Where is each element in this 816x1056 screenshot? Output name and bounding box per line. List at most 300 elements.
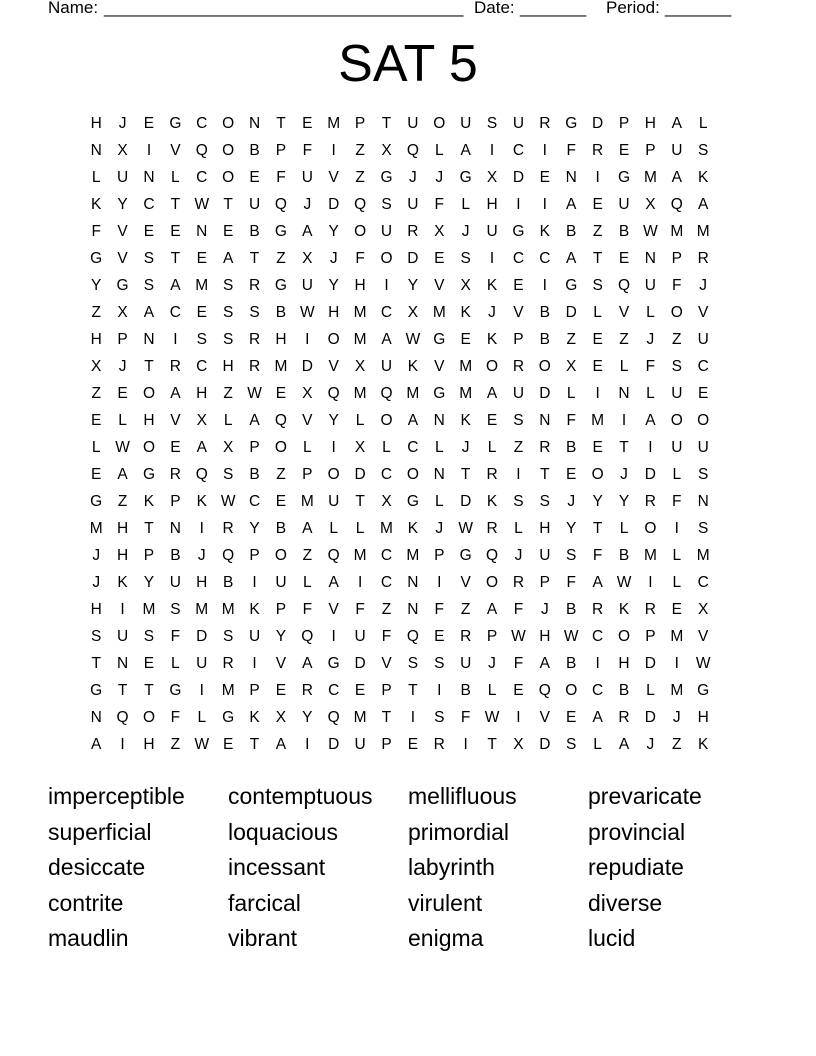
grid-letter[interactable]: N (116, 655, 129, 672)
grid-letter[interactable]: A (170, 277, 181, 294)
grid-letter[interactable]: L (171, 169, 180, 186)
grid-letter[interactable]: Z (302, 547, 313, 564)
grid-letter[interactable]: T (249, 736, 260, 753)
name-field[interactable]: ______________________________________ (104, 0, 464, 17)
grid-letter[interactable]: F (302, 601, 313, 618)
grid-letter[interactable]: S (539, 493, 550, 510)
grid-letter[interactable]: E (460, 331, 471, 348)
grid-letter[interactable]: X (407, 304, 419, 321)
grid-letter[interactable]: D (196, 628, 208, 645)
grid-letter[interactable]: R (248, 331, 261, 348)
grid-letter[interactable]: E (592, 358, 603, 375)
grid-letter[interactable]: L (646, 304, 655, 321)
grid-letter[interactable]: I (146, 142, 152, 159)
grid-letter[interactable]: I (674, 520, 679, 537)
grid-letter[interactable]: M (670, 223, 684, 240)
grid-letter[interactable]: E (170, 223, 181, 240)
grid-letter[interactable]: T (355, 493, 365, 510)
grid-letter[interactable]: U (275, 574, 287, 591)
grid-letter[interactable]: M (696, 547, 710, 564)
grid-letter[interactable]: G (459, 169, 472, 186)
grid-letter[interactable]: E (249, 169, 260, 186)
grid-letter[interactable]: T (619, 439, 629, 456)
grid-letter[interactable]: X (117, 142, 128, 159)
grid-letter[interactable]: L (303, 574, 312, 591)
grid-letter[interactable]: I (252, 655, 257, 672)
grid-letter[interactable]: P (275, 142, 287, 159)
grid-letter[interactable]: Q (195, 466, 208, 483)
grid-letter[interactable]: O (142, 439, 155, 456)
grid-letter[interactable]: S (460, 250, 471, 267)
grid-letter[interactable]: I (595, 169, 600, 186)
grid-letter[interactable]: F (566, 142, 576, 159)
grid-letter[interactable]: C (380, 466, 393, 483)
grid-letter[interactable]: R (222, 655, 234, 672)
grid-letter[interactable]: B (222, 574, 234, 591)
grid-letter[interactable]: N (90, 142, 102, 159)
grid-letter[interactable]: B (618, 547, 630, 564)
grid-letter[interactable]: V (434, 277, 445, 294)
grid-letter[interactable]: V (275, 655, 287, 672)
grid-letter[interactable]: B (618, 223, 630, 240)
grid-letter[interactable]: M (353, 304, 367, 321)
grid-letter[interactable]: F (170, 628, 181, 645)
grid-letter[interactable]: P (434, 547, 445, 564)
grid-letter[interactable]: T (144, 358, 154, 375)
grid-letter[interactable]: M (591, 412, 605, 429)
grid-letter[interactable]: I (305, 331, 310, 348)
grid-letter[interactable]: L (593, 304, 602, 321)
grid-letter[interactable]: S (222, 331, 234, 348)
grid-letter[interactable]: J (672, 709, 681, 726)
grid-letter[interactable]: C (380, 304, 393, 321)
grid-letter[interactable]: N (407, 574, 419, 591)
grid-letter[interactable]: T (381, 709, 392, 726)
grid-letter[interactable]: K (698, 169, 709, 186)
grid-letter[interactable]: H (116, 520, 129, 537)
grid-letter[interactable]: G (380, 169, 393, 186)
grid-letter[interactable]: Y (328, 412, 339, 429)
grid-letter[interactable]: M (221, 601, 235, 618)
grid-letter[interactable]: O (565, 682, 578, 699)
grid-letter[interactable]: T (170, 196, 181, 213)
grid-letter[interactable]: V (513, 304, 524, 321)
grid-letter[interactable]: S (434, 709, 445, 726)
grid-letter[interactable]: O (142, 385, 155, 402)
grid-letter[interactable]: S (671, 358, 682, 375)
grid-letter[interactable]: R (248, 358, 261, 375)
grid-letter[interactable]: K (486, 331, 498, 348)
grid-letter[interactable]: K (698, 736, 709, 753)
grid-letter[interactable]: L (593, 736, 602, 753)
grid-letter[interactable]: L (434, 142, 444, 159)
grid-letter[interactable]: P (381, 682, 392, 699)
grid-letter[interactable]: L (698, 115, 708, 132)
grid-letter[interactable]: U (380, 358, 393, 375)
grid-letter[interactable]: D (565, 304, 577, 321)
grid-letter[interactable]: X (513, 736, 524, 753)
grid-letter[interactable]: D (539, 385, 551, 402)
grid-letter[interactable]: X (381, 142, 392, 159)
grid-letter[interactable]: S (698, 466, 709, 483)
grid-letter[interactable]: A (143, 304, 155, 321)
grid-letter[interactable]: Q (406, 142, 419, 159)
grid-letter[interactable]: S (196, 331, 207, 348)
grid-letter[interactable]: W (194, 736, 210, 753)
grid-letter[interactable]: Y (328, 277, 339, 294)
grid-letter[interactable]: Q (274, 412, 287, 429)
grid-letter[interactable]: U (512, 115, 525, 132)
grid-letter[interactable]: S (170, 601, 181, 618)
grid-letter[interactable]: N (433, 412, 445, 429)
grid-letter[interactable]: Q (195, 142, 208, 159)
grid-letter[interactable]: I (595, 655, 600, 672)
grid-letter[interactable]: Q (380, 385, 393, 402)
grid-letter[interactable]: L (619, 520, 629, 537)
grid-letter[interactable]: U (671, 142, 683, 159)
grid-letter[interactable]: E (618, 250, 630, 267)
grid-letter[interactable]: B (566, 601, 577, 618)
grid-letter[interactable]: I (489, 142, 495, 159)
grid-letter[interactable]: A (671, 169, 682, 186)
grid-letter[interactable]: U (407, 115, 419, 132)
grid-letter[interactable]: G (222, 709, 235, 726)
grid-letter[interactable]: J (92, 547, 101, 564)
grid-letter[interactable]: M (353, 547, 367, 564)
grid-letter[interactable]: F (513, 655, 524, 672)
grid-letter[interactable]: R (644, 601, 656, 618)
grid-letter[interactable]: H (618, 655, 630, 672)
grid-letter[interactable]: G (169, 682, 182, 699)
grid-letter[interactable]: D (354, 466, 366, 483)
grid-letter[interactable]: M (353, 331, 367, 348)
grid-letter[interactable]: B (566, 655, 577, 672)
grid-letter[interactable]: Z (592, 223, 603, 240)
grid-letter[interactable]: R (169, 466, 181, 483)
grid-letter[interactable]: T (592, 250, 603, 267)
grid-letter[interactable]: N (248, 115, 261, 132)
grid-letter[interactable]: B (539, 331, 550, 348)
grid-letter[interactable]: V (302, 412, 313, 429)
grid-letter[interactable]: W (247, 385, 262, 402)
grid-letter[interactable]: G (274, 223, 287, 240)
grid-letter[interactable]: U (644, 277, 656, 294)
grid-letter[interactable]: R (301, 682, 313, 699)
grid-letter[interactable]: E (222, 736, 234, 753)
grid-letter[interactable]: L (434, 493, 444, 510)
grid-letter[interactable]: H (354, 277, 366, 294)
grid-letter[interactable]: G (433, 331, 446, 348)
grid-letter[interactable]: A (302, 655, 313, 672)
grid-letter[interactable]: X (381, 493, 392, 510)
grid-letter[interactable]: K (486, 493, 498, 510)
grid-letter[interactable]: H (697, 709, 709, 726)
grid-letter[interactable]: O (380, 412, 393, 429)
grid-letter[interactable]: A (671, 115, 682, 132)
grid-letter[interactable]: V (698, 304, 709, 321)
grid-letter[interactable]: E (143, 655, 155, 672)
grid-letter[interactable]: X (222, 439, 234, 456)
grid-letter[interactable]: Z (672, 736, 682, 753)
grid-letter[interactable]: L (171, 655, 180, 672)
grid-letter[interactable]: L (118, 412, 127, 429)
grid-letter[interactable]: R (222, 520, 234, 537)
grid-letter[interactable]: P (275, 601, 287, 618)
grid-letter[interactable]: G (90, 250, 103, 267)
grid-letter[interactable]: Y (328, 223, 339, 240)
grid-letter[interactable]: U (380, 223, 393, 240)
grid-letter[interactable]: E (698, 385, 709, 402)
date-field[interactable]: _______ (520, 0, 587, 17)
grid-letter[interactable]: E (566, 709, 577, 726)
grid-letter[interactable]: E (618, 142, 630, 159)
grid-letter[interactable]: Y (302, 709, 313, 726)
grid-letter[interactable]: I (331, 142, 336, 159)
grid-letter[interactable]: O (222, 142, 235, 159)
grid-letter[interactable]: T (249, 250, 260, 267)
grid-letter[interactable]: I (542, 277, 547, 294)
grid-letter[interactable]: L (514, 520, 523, 537)
grid-letter[interactable]: V (698, 628, 709, 645)
grid-letter[interactable]: S (698, 520, 709, 537)
grid-letter[interactable]: I (648, 439, 653, 456)
grid-letter[interactable]: B (249, 223, 260, 240)
grid-letter[interactable]: A (486, 601, 498, 618)
grid-letter[interactable]: T (276, 115, 286, 132)
grid-letter[interactable]: U (301, 277, 313, 294)
grid-letter[interactable]: Z (513, 439, 524, 456)
grid-letter[interactable]: J (514, 547, 523, 564)
grid-letter[interactable]: C (697, 358, 709, 375)
grid-letter[interactable]: U (169, 574, 181, 591)
grid-letter[interactable]: G (169, 115, 182, 132)
grid-letter[interactable]: K (460, 304, 471, 321)
grid-letter[interactable]: I (489, 250, 495, 267)
grid-letter[interactable]: M (643, 547, 657, 564)
grid-letter[interactable]: P (539, 574, 550, 591)
grid-letter[interactable]: O (591, 466, 604, 483)
grid-letter[interactable]: E (222, 223, 234, 240)
grid-letter[interactable]: F (355, 250, 365, 267)
grid-letter[interactable]: I (463, 736, 468, 753)
grid-letter[interactable]: I (252, 574, 257, 591)
grid-letter[interactable]: M (353, 385, 367, 402)
grid-letter[interactable]: M (353, 709, 367, 726)
grid-letter[interactable]: U (328, 493, 340, 510)
grid-letter[interactable]: P (117, 331, 128, 348)
grid-letter[interactable]: M (643, 169, 657, 186)
grid-letter[interactable]: E (592, 439, 603, 456)
grid-letter[interactable]: S (222, 628, 234, 645)
grid-letter[interactable]: I (199, 520, 204, 537)
grid-letter[interactable]: E (275, 682, 287, 699)
grid-letter[interactable]: R (697, 250, 709, 267)
grid-letter[interactable]: C (380, 547, 393, 564)
grid-letter[interactable]: C (539, 250, 551, 267)
grid-letter[interactable]: P (671, 250, 682, 267)
grid-letter[interactable]: G (459, 547, 472, 564)
grid-letter[interactable]: J (435, 169, 444, 186)
grid-letter[interactable]: M (380, 520, 393, 537)
grid-letter[interactable]: P (486, 628, 498, 645)
grid-letter[interactable]: R (460, 628, 472, 645)
grid-letter[interactable]: Z (355, 169, 365, 186)
grid-letter[interactable]: I (542, 142, 547, 159)
grid-letter[interactable]: N (143, 331, 155, 348)
grid-letter[interactable]: H (486, 196, 498, 213)
grid-letter[interactable]: C (248, 493, 261, 510)
grid-letter[interactable]: F (302, 142, 313, 159)
grid-letter[interactable]: K (249, 709, 260, 726)
grid-letter[interactable]: C (169, 304, 181, 321)
grid-letter[interactable]: C (328, 682, 340, 699)
grid-letter[interactable]: Y (143, 574, 155, 591)
grid-letter[interactable]: N (539, 412, 551, 429)
grid-letter[interactable]: U (116, 628, 129, 645)
grid-letter[interactable]: C (592, 628, 604, 645)
grid-letter[interactable]: S (143, 250, 155, 267)
grid-letter[interactable]: Z (276, 466, 286, 483)
grid-letter[interactable]: X (302, 250, 313, 267)
grid-letter[interactable]: T (408, 682, 418, 699)
grid-letter[interactable]: S (513, 412, 524, 429)
grid-letter[interactable]: K (539, 223, 550, 240)
grid-letter[interactable]: Y (618, 493, 630, 510)
grid-letter[interactable]: A (618, 736, 630, 753)
grid-letter[interactable]: T (144, 520, 154, 537)
grid-letter[interactable]: I (516, 196, 521, 213)
grid-letter[interactable]: Z (566, 331, 576, 348)
grid-letter[interactable]: I (621, 412, 627, 429)
grid-letter[interactable]: U (512, 385, 525, 402)
grid-letter[interactable]: J (435, 520, 444, 537)
grid-letter[interactable]: S (381, 196, 392, 213)
grid-letter[interactable]: U (697, 439, 709, 456)
grid-letter[interactable]: V (170, 142, 181, 159)
grid-letter[interactable]: S (222, 304, 234, 321)
grid-letter[interactable]: T (540, 466, 550, 483)
grid-letter[interactable]: A (566, 196, 577, 213)
grid-letter[interactable]: A (117, 466, 128, 483)
grid-letter[interactable]: D (592, 115, 604, 132)
grid-letter[interactable]: F (672, 493, 682, 510)
grid-letter[interactable]: L (672, 466, 682, 483)
grid-letter[interactable]: I (516, 466, 521, 483)
grid-letter[interactable]: M (142, 601, 156, 618)
grid-letter[interactable]: J (329, 250, 338, 267)
grid-letter[interactable]: U (116, 169, 129, 186)
grid-letter[interactable]: T (117, 682, 128, 699)
grid-letter[interactable]: U (539, 547, 551, 564)
grid-letter[interactable]: E (143, 115, 155, 132)
grid-letter[interactable]: W (643, 223, 658, 240)
grid-letter[interactable]: J (567, 493, 576, 510)
grid-letter[interactable]: O (670, 412, 683, 429)
grid-letter[interactable]: P (302, 466, 313, 483)
grid-letter[interactable]: A (407, 412, 419, 429)
grid-letter[interactable]: H (143, 412, 155, 429)
grid-letter[interactable]: B (275, 304, 287, 321)
grid-letter[interactable]: Z (672, 331, 682, 348)
grid-letter[interactable]: E (486, 412, 498, 429)
grid-letter[interactable]: G (433, 385, 446, 402)
grid-letter[interactable]: G (565, 115, 578, 132)
grid-letter[interactable]: E (434, 628, 445, 645)
grid-letter[interactable]: J (303, 196, 312, 213)
grid-letter[interactable]: X (275, 709, 287, 726)
grid-letter[interactable]: G (617, 169, 631, 186)
grid-letter[interactable]: F (592, 547, 603, 564)
grid-letter[interactable]: S (513, 493, 524, 510)
grid-letter[interactable]: Z (619, 331, 629, 348)
grid-letter[interactable]: J (646, 736, 655, 753)
grid-letter[interactable]: N (433, 466, 445, 483)
grid-letter[interactable]: O (538, 358, 551, 375)
grid-letter[interactable]: Y (275, 628, 287, 645)
grid-letter[interactable]: U (460, 115, 472, 132)
grid-letter[interactable]: L (672, 574, 682, 591)
grid-letter[interactable]: J (409, 169, 417, 186)
grid-letter[interactable]: O (380, 250, 393, 267)
grid-letter[interactable]: L (646, 385, 655, 402)
grid-letter[interactable]: S (566, 547, 577, 564)
grid-letter[interactable]: P (513, 331, 524, 348)
grid-letter[interactable]: R (433, 736, 445, 753)
grid-letter[interactable]: O (222, 169, 235, 186)
grid-letter[interactable]: V (381, 655, 392, 672)
grid-letter[interactable]: M (327, 115, 341, 132)
grid-letter[interactable]: N (644, 250, 656, 267)
grid-letter[interactable]: A (592, 709, 603, 726)
grid-letter[interactable]: E (513, 682, 524, 699)
grid-letter[interactable]: B (566, 223, 577, 240)
grid-letter[interactable]: V (328, 169, 339, 186)
grid-letter[interactable]: E (275, 385, 287, 402)
grid-letter[interactable]: A (275, 736, 287, 753)
grid-letter[interactable]: Z (460, 601, 471, 618)
grid-letter[interactable]: L (303, 439, 312, 456)
grid-letter[interactable]: E (434, 250, 445, 267)
grid-letter[interactable]: L (91, 169, 101, 186)
grid-letter[interactable]: I (120, 601, 125, 618)
period-field[interactable]: _______ (665, 0, 732, 17)
grid-letter[interactable]: V (460, 574, 471, 591)
grid-letter[interactable]: Q (274, 196, 287, 213)
grid-letter[interactable]: I (331, 628, 336, 645)
grid-letter[interactable]: V (170, 412, 181, 429)
grid-letter[interactable]: D (301, 358, 313, 375)
grid-letter[interactable]: U (248, 196, 261, 213)
grid-letter[interactable]: O (670, 304, 683, 321)
grid-letter[interactable]: V (328, 601, 339, 618)
grid-letter[interactable]: U (248, 628, 261, 645)
grid-letter[interactable]: L (566, 385, 576, 402)
grid-letter[interactable]: L (434, 439, 444, 456)
grid-letter[interactable]: R (592, 142, 604, 159)
grid-letter[interactable]: B (249, 142, 260, 159)
grid-letter[interactable]: K (143, 493, 155, 510)
grid-letter[interactable]: H (196, 574, 208, 591)
grid-letter[interactable]: U (697, 331, 709, 348)
grid-letter[interactable]: Y (407, 277, 419, 294)
grid-letter[interactable]: I (384, 277, 389, 294)
grid-letter[interactable]: J (461, 223, 470, 240)
grid-letter[interactable]: F (566, 412, 576, 429)
grid-letter[interactable]: M (300, 493, 314, 510)
grid-letter[interactable]: Y (117, 196, 128, 213)
grid-letter[interactable]: V (618, 304, 630, 321)
grid-letter[interactable]: L (355, 520, 365, 537)
